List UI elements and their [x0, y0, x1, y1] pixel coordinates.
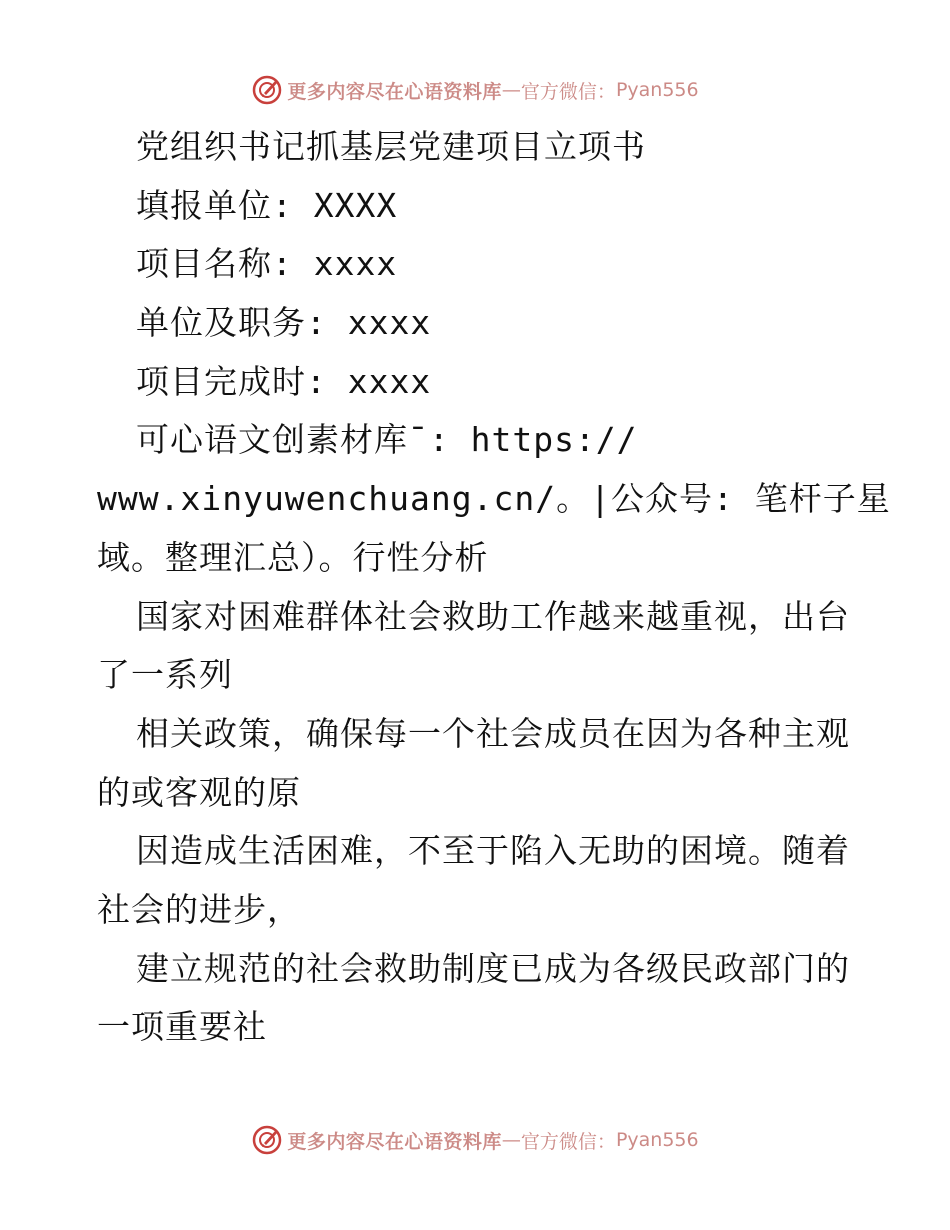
paragraph-line: 国家对困难群体社会救助工作越来越重视，出台: [136, 596, 850, 636]
paragraph-line: 一项重要社: [97, 1007, 267, 1047]
paragraph-line: 社会的进步，: [97, 889, 301, 929]
document-body: [97, 118, 891, 1057]
banner-dash: —: [501, 1129, 521, 1151]
brand-logo-icon: [251, 1124, 283, 1156]
document-title: 党组织书记抓基层党建项目立项书: [136, 127, 646, 166]
field-reporting-unit: 填报单位: XXXX: [136, 185, 398, 225]
paragraph-line: 了一系列: [97, 655, 233, 695]
paragraph-line: 建立规范的社会救助制度已成为各级民政部门的: [136, 948, 850, 988]
field-project-name: 项目名称: xxxx: [136, 244, 398, 284]
paragraph-line: 可心语文创素材库¯: https://: [136, 420, 638, 460]
paragraph-line: 域。整理汇总）。行性分析: [97, 537, 489, 577]
banner-main-text: 更多内容尽在心语资料库: [287, 1130, 502, 1153]
brand-logo-icon: [251, 74, 283, 106]
banner-wechat-label: 官方微信：: [520, 80, 616, 103]
footer-banner: [0, 1120, 950, 1160]
banner-main-text: 更多内容尽在心语资料库: [287, 80, 502, 103]
field-unit-position: 单位及职务: xxxx: [136, 303, 432, 343]
banner-dash: —: [501, 79, 521, 101]
paragraph-line: 相关政策，确保每一个社会成员在因为各种主观: [136, 713, 850, 753]
header-banner: [0, 70, 950, 110]
banner-wechat-id: Pyan556: [615, 1129, 699, 1151]
banner-wechat-label: 官方微信：: [520, 1130, 616, 1153]
paragraph-line: 的或客观的原: [97, 772, 301, 812]
field-completion-time: 项目完成时: xxxx: [136, 361, 432, 401]
paragraph-line: 因造成生活困难，不至于陷入无助的困境。随着: [136, 831, 850, 871]
paragraph-line: www.xinyuwenchuang.cn/。|公众号: 笔杆子星: [97, 479, 891, 519]
banner-wechat-id: Pyan556: [615, 79, 699, 101]
